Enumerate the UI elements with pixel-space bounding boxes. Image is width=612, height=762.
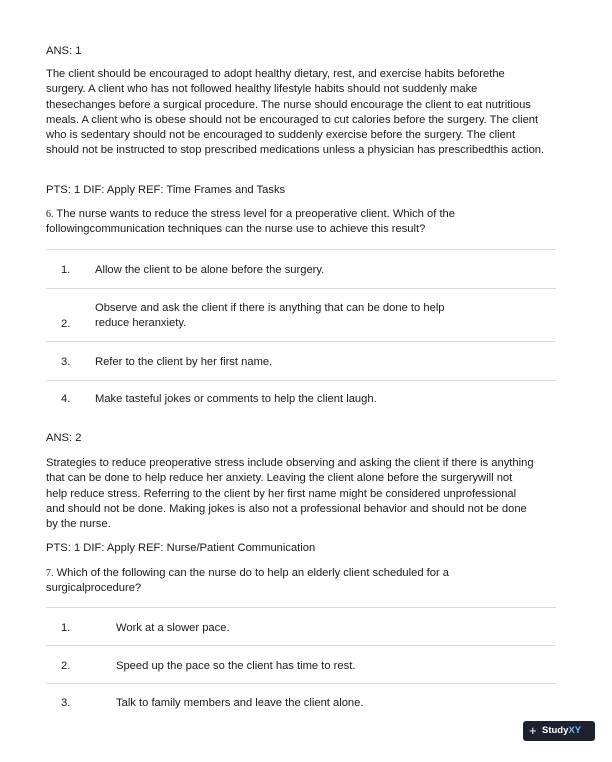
option-text: Allow the client to be alone before the surgery.	[95, 264, 325, 276]
option-text: Talk to family members and leave the client alone.	[116, 697, 364, 709]
rationale-text: The client should be encouraged to adopt healthy dietary, rest, and exercise habits beforethe surgery. A client who has not followed healthy lifestyle habits should not suddenly make thesechanges before a surgical procedure. The nurse should encourage the client to eat nutritious meals. A client who is obese should not be encouraged to cut calories before the surgery. The client who is sedentary should not be encouraged to suddenly exercise before the surgery. The client should not be instructed to stop prescribed medications unless a physician has prescribedthis action.	[46, 68, 545, 157]
option-number: 3.	[61, 697, 71, 709]
question-number: 7.	[46, 568, 54, 579]
option-row[interactable]	[46, 683, 556, 720]
question-stem	[46, 566, 536, 597]
option-text: Speed up the pace so the client has time to rest.	[116, 660, 356, 672]
question-text: The nurse wants to reduce the stress level for a preoperative client. Which of the followingcommunication techniques can the nurse use to achieve this result?	[46, 208, 456, 236]
question-stem	[46, 207, 536, 238]
option-row[interactable]	[46, 249, 556, 289]
rationale-text: Strategies to reduce preoperative stress include observing and asking the client if there is anything that can be done to help reduce her anxiety. Leaving the client alone before the surgerywill not help reduce stress. Referring to the client by her first name might be considered unprofessional and should not be done. Making jokes is also not a professional behavior and should not be done by the nurse.	[46, 457, 534, 531]
option-number: 2.	[61, 318, 71, 330]
brand-badge[interactable]	[523, 721, 595, 741]
answer-key: ANS: 2	[46, 432, 82, 444]
option-row[interactable]	[46, 607, 556, 646]
option-number: 3.	[61, 356, 71, 368]
option-number: 1.	[61, 264, 71, 276]
question-text: Which of the following can the nurse do to help an elderly client scheduled for a surgicalprocedure?	[46, 567, 450, 595]
question-meta: PTS: 1 DIF: Apply REF: Nurse/Patient Communication	[46, 542, 316, 554]
option-row[interactable]	[46, 288, 556, 342]
brand-name: StudyXY	[542, 725, 582, 736]
option-number: 2.	[61, 660, 71, 672]
option-number: 4.	[61, 393, 71, 405]
option-row[interactable]	[46, 341, 556, 381]
option-row[interactable]	[46, 645, 556, 684]
plus-icon: +	[529, 723, 537, 738]
option-text: Refer to the client by her first name.	[95, 356, 273, 368]
question-meta: PTS: 1 DIF: Apply REF: Time Frames and Tasks	[46, 184, 286, 196]
question-number: 6.	[46, 209, 54, 220]
option-text: Make tasteful jokes or comments to help the client laugh.	[95, 393, 377, 405]
option-number: 1.	[61, 622, 71, 634]
answer-key: ANS: 1	[46, 45, 82, 57]
option-row[interactable]	[46, 380, 556, 417]
option-text: Observe and ask the client if there is anything that can be done to help reduce heranxiety.	[95, 302, 445, 330]
option-text: Work at a slower pace.	[116, 622, 230, 634]
